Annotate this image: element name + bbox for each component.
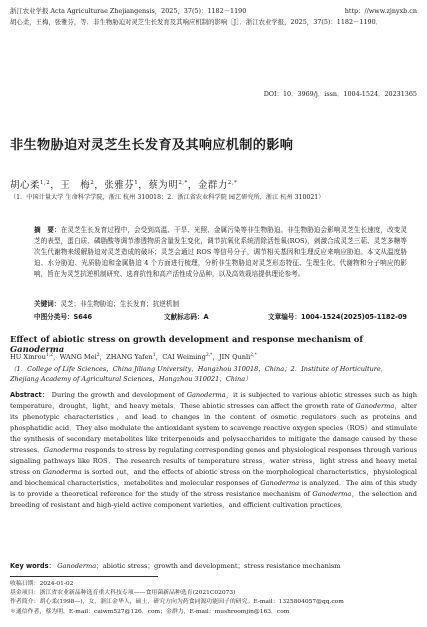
keywords-en [10, 560, 417, 570]
paper-title-en: Effect of abiotic stress on growth development and response mechanism of Ganoderma [10, 334, 363, 354]
affiliation-zh: （1．中国计量大学 生命科学学院，浙江 杭州 310018；2．浙江省农业科学院 园艺研究所，浙江 杭州 310021） [10, 194, 325, 201]
doi[interactable]: DOI：10．3969/j．issn．1004-1524．20231365 [263, 90, 417, 98]
footnotes [10, 580, 417, 617]
affiliation-en: （1．College of Life Sciences，China Jiliang University，Hangzhou 310018，China；2．Institute of Horticulture，Zhejiang Academy of Agricultural Sciences，Hangzhou 310021，China） [10, 365, 388, 383]
authors-zh: 胡心柔$^{1,2}$，王 梅$^2$，张雅芬$^1$，蔡为明$^{2,*}$，金群力$^{2,*}$ [10, 179, 238, 191]
keywords-en-text: Ganoderma；abiotic stress；growth and development；stress resistance mechanism [57, 562, 341, 570]
document-code: 文献标志码：A [164, 313, 209, 321]
footnote-divider [10, 576, 158, 577]
received-date: 收稿日期：2024-01-02 [10, 581, 74, 587]
corresponding-authors: ＊通信作者，蔡为明，E-mail：caiwm527@126．com；金群力，E-mail：mushroomjin@163．com [10, 608, 290, 615]
abstract-zh-text: 在灵芝生长发育过程中，会受到高温、干旱、光照、金属污染等非生物胁迫。非生物胁迫会影响灵芝生长速度，改变灵芝的表型，蛋白质、磷脂酸等调节渗透物质含量发生变化，调节抗氧化系统清除活性氧(ROS)，刺激合成灵芝三萜、灵芝多糖等次生代谢物来缓解胁迫对灵芝造成的破坏；灵芝会通过 ROS 等信号分子，调节相关基因和生理反应来响应胁迫。本文从温度胁迫、水分胁迫、光质胁迫和金属胁迫 4 个方面进行梳理，分析非生物胁迫对灵芝形态特征、生理生化、代谢物和分子响应的影响，旨在为灵芝抗逆机制研究、选育抗性和高产活性成分品种，以及高效栽培提供理论参考。 [34, 226, 408, 278]
keywords-zh-text: 灵芝；非生物胁迫；生长发育；抗逆机制 [60, 300, 180, 308]
abstract-zh-label: 摘 要： [34, 226, 61, 234]
journal-website[interactable]: http：//www.zjnyxb.cn [344, 7, 417, 15]
abstract-en [10, 390, 417, 510]
author-bio: 作者简介：胡心柔(1998—)，女，浙江金华人，硕士，研究方向为药食同源功能因子的研究。E-mail：1325804057@qq.com [10, 599, 344, 606]
abstract-en-text: During the growth and development of Ganoderma，it is subjected to various abiotic stresses such as high temperature，drought，light，and heavy metals．These abiotic stresses can affect the growth rate of Ganoderma，alter its phenotypic characteristics，and lead to changes in the content of osmotic regulators such as proteins and phosphatidic acid．They also modulate the antioxidant system to scavenge reactive oxygen species（ROS）and stimulate the synthesis of secondary metabolites like triterpenoids and polysaccharides to mitigate the damage caused by these stresses．Ganoderma responds to stress by regulating corresponding genes and physiological responses through various signaling pathways like ROS．The research results of temperature stress，water stress，light stress and heavy metal stress on Ganoderma is sorted out，and the effects of abiotic stress on the morphological characteristics，physiological and biochemical characteristics，metabolites and molecular responses of Ganoderma is analyzed．The aim of this study is to provide a theoretical reference for the study of the stress resistance mechanism of Ganoderma，the selection and breeding of resistant and high-yield active component varieties，and efficient cultivation practices． [10, 391, 418, 509]
keywords-zh [34, 298, 407, 308]
abstract-en-label: Abstract： [10, 391, 50, 399]
abstract-zh [34, 225, 407, 280]
citation-line: 胡心柔，王梅，张雅芬，等．非生物胁迫对灵芝生长发育及其响应机制的影响［J］．浙江农业学报，2025，37(5)：1182－1190． [10, 18, 383, 26]
fund-project: 基金项目：浙江省农业新品种选育重大科技专项——食用菌新品种选育(2021C02073) [10, 590, 236, 597]
clc-number: 中图分类号：S646 [34, 313, 93, 321]
keywords-zh-label: 关键词： [34, 300, 61, 308]
paper-title-zh: 非生物胁迫对灵芝生长发育及其响应机制的影响 [10, 138, 294, 153]
authors-en: HU Xinrou$^{1,2}$，WANG Mei$^2$，ZHANG Yafen$^1$，CAI Weiming$^{2,*}$，JIN Qunli$^{2,*}$ [10, 352, 257, 361]
keywords-en-label: Key words： [10, 562, 56, 570]
journal-header: 浙江农业学报 Acta Agriculturae Zhejiangensis，2025，37(5)：1182－1190 [10, 7, 247, 15]
article-id: 文章编号：1004-1524(2025)05-1182-09 [268, 313, 407, 321]
